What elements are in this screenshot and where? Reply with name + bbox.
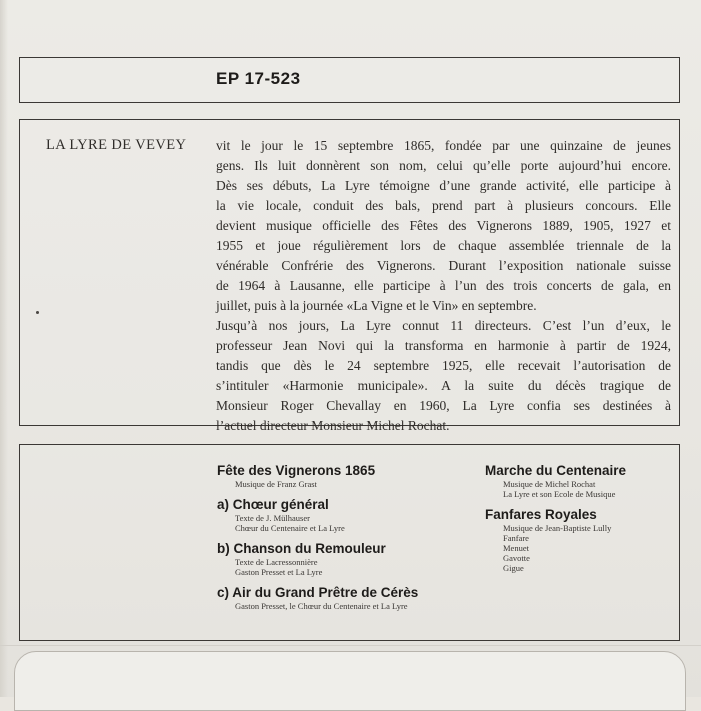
track-item bbox=[217, 541, 477, 577]
track-movement: Gavotte bbox=[503, 553, 530, 563]
track-credit: La Lyre et son Ecole de Musique bbox=[503, 489, 616, 499]
history-line: juillet, puis à la journée «La Vigne et le Vin» en septembre. bbox=[216, 298, 537, 313]
track-title: b) Chanson du Remouleur bbox=[217, 541, 386, 556]
history-heading: LA LYRE DE VEVEY bbox=[46, 137, 187, 153]
track-title: a) Chœur général bbox=[217, 497, 329, 512]
history-line: 1955 et joue régulièrement lors de chaque assemblée triennale de la bbox=[216, 238, 671, 253]
track-credit: Musique de Franz Grast bbox=[235, 479, 317, 489]
history-box bbox=[19, 119, 680, 433]
sleeve-bottom-flap bbox=[14, 651, 686, 711]
track-item bbox=[217, 585, 477, 611]
tracklist-left-column bbox=[217, 463, 477, 619]
tracklist-box bbox=[19, 444, 680, 641]
history-line: s’intituler «Harmonie municipale». A la suite du décès tragique de bbox=[216, 378, 671, 393]
tracklist-right-column bbox=[485, 463, 675, 581]
history-line: Monsieur Roger Chevallay en 1960, La Lyre confia ses destinées à bbox=[216, 398, 671, 413]
history-line: vénérable Confrérie des Vignerons. Durant l’exposition nationale suisse bbox=[216, 258, 671, 273]
history-line: Dès ses débuts, La Lyre témoigne d’une grande activité, elle participe à bbox=[216, 178, 671, 193]
sleeve-edge-shadow bbox=[0, 0, 8, 697]
sleeve-fold-line bbox=[0, 645, 701, 646]
track-item bbox=[217, 463, 477, 489]
catalog-box bbox=[19, 57, 680, 103]
track-item bbox=[485, 463, 675, 499]
track-credit: Texte de J. Mülhauser bbox=[235, 513, 310, 523]
history-line: Jusqu’à nos jours, La Lyre connut 11 directeurs. C’est l’un d’eux, le bbox=[216, 318, 671, 333]
track-item bbox=[485, 507, 675, 573]
track-title: Fanfares Royales bbox=[485, 507, 597, 522]
history-text bbox=[216, 136, 671, 436]
track-credit: Texte de Lacressonnière bbox=[235, 557, 318, 567]
catalog-number: EP 17-523 bbox=[216, 69, 301, 88]
history-line: tandis que dès le 24 septembre 1925, elle recevait l’autorisation de bbox=[216, 358, 671, 373]
track-movement: Menuet bbox=[503, 543, 529, 553]
track-credit: Chœur du Centenaire et La Lyre bbox=[235, 523, 345, 533]
track-credit: Gaston Presset et La Lyre bbox=[235, 567, 323, 577]
margin-dot bbox=[36, 311, 39, 314]
history-line: gens. Ils luit donnèrent son nom, celui qu’elle porte aujourd’hui encore. bbox=[216, 158, 671, 173]
track-movement: Gigue bbox=[503, 563, 524, 573]
track-credit: Musique de Michel Rochat bbox=[503, 479, 596, 489]
history-line: la vie locale, conduit des bals, prend part à plusieurs concours. Elle bbox=[216, 198, 671, 213]
track-title: Marche du Centenaire bbox=[485, 463, 627, 478]
history-line: professeur Jean Novi qui la transforma en harmonie à partir de 1924, bbox=[216, 338, 671, 353]
track-credit: Gaston Presset, le Chœur du Centenaire et La Lyre bbox=[235, 601, 408, 611]
history-line: de 1964 à Lausanne, elle participe à l’un des trois concerts de gala, en bbox=[216, 278, 671, 293]
history-line: devient musique officielle des Fêtes des Vignerons 1889, 1905, 1927 et bbox=[216, 218, 671, 233]
track-movement: Fanfare bbox=[503, 533, 529, 543]
track-title: Fête des Vignerons 1865 bbox=[217, 463, 376, 478]
track-credit: Musique de Jean-Baptiste Lully bbox=[503, 523, 612, 533]
history-line: l’actuel directeur Monsieur Michel Rochat. bbox=[216, 418, 450, 433]
history-line: vit le jour le 15 septembre 1865, fondée par une quinzaine de jeunes bbox=[216, 138, 671, 153]
track-title: c) Air du Grand Prêtre de Cérès bbox=[217, 585, 419, 600]
track-item bbox=[217, 497, 477, 533]
